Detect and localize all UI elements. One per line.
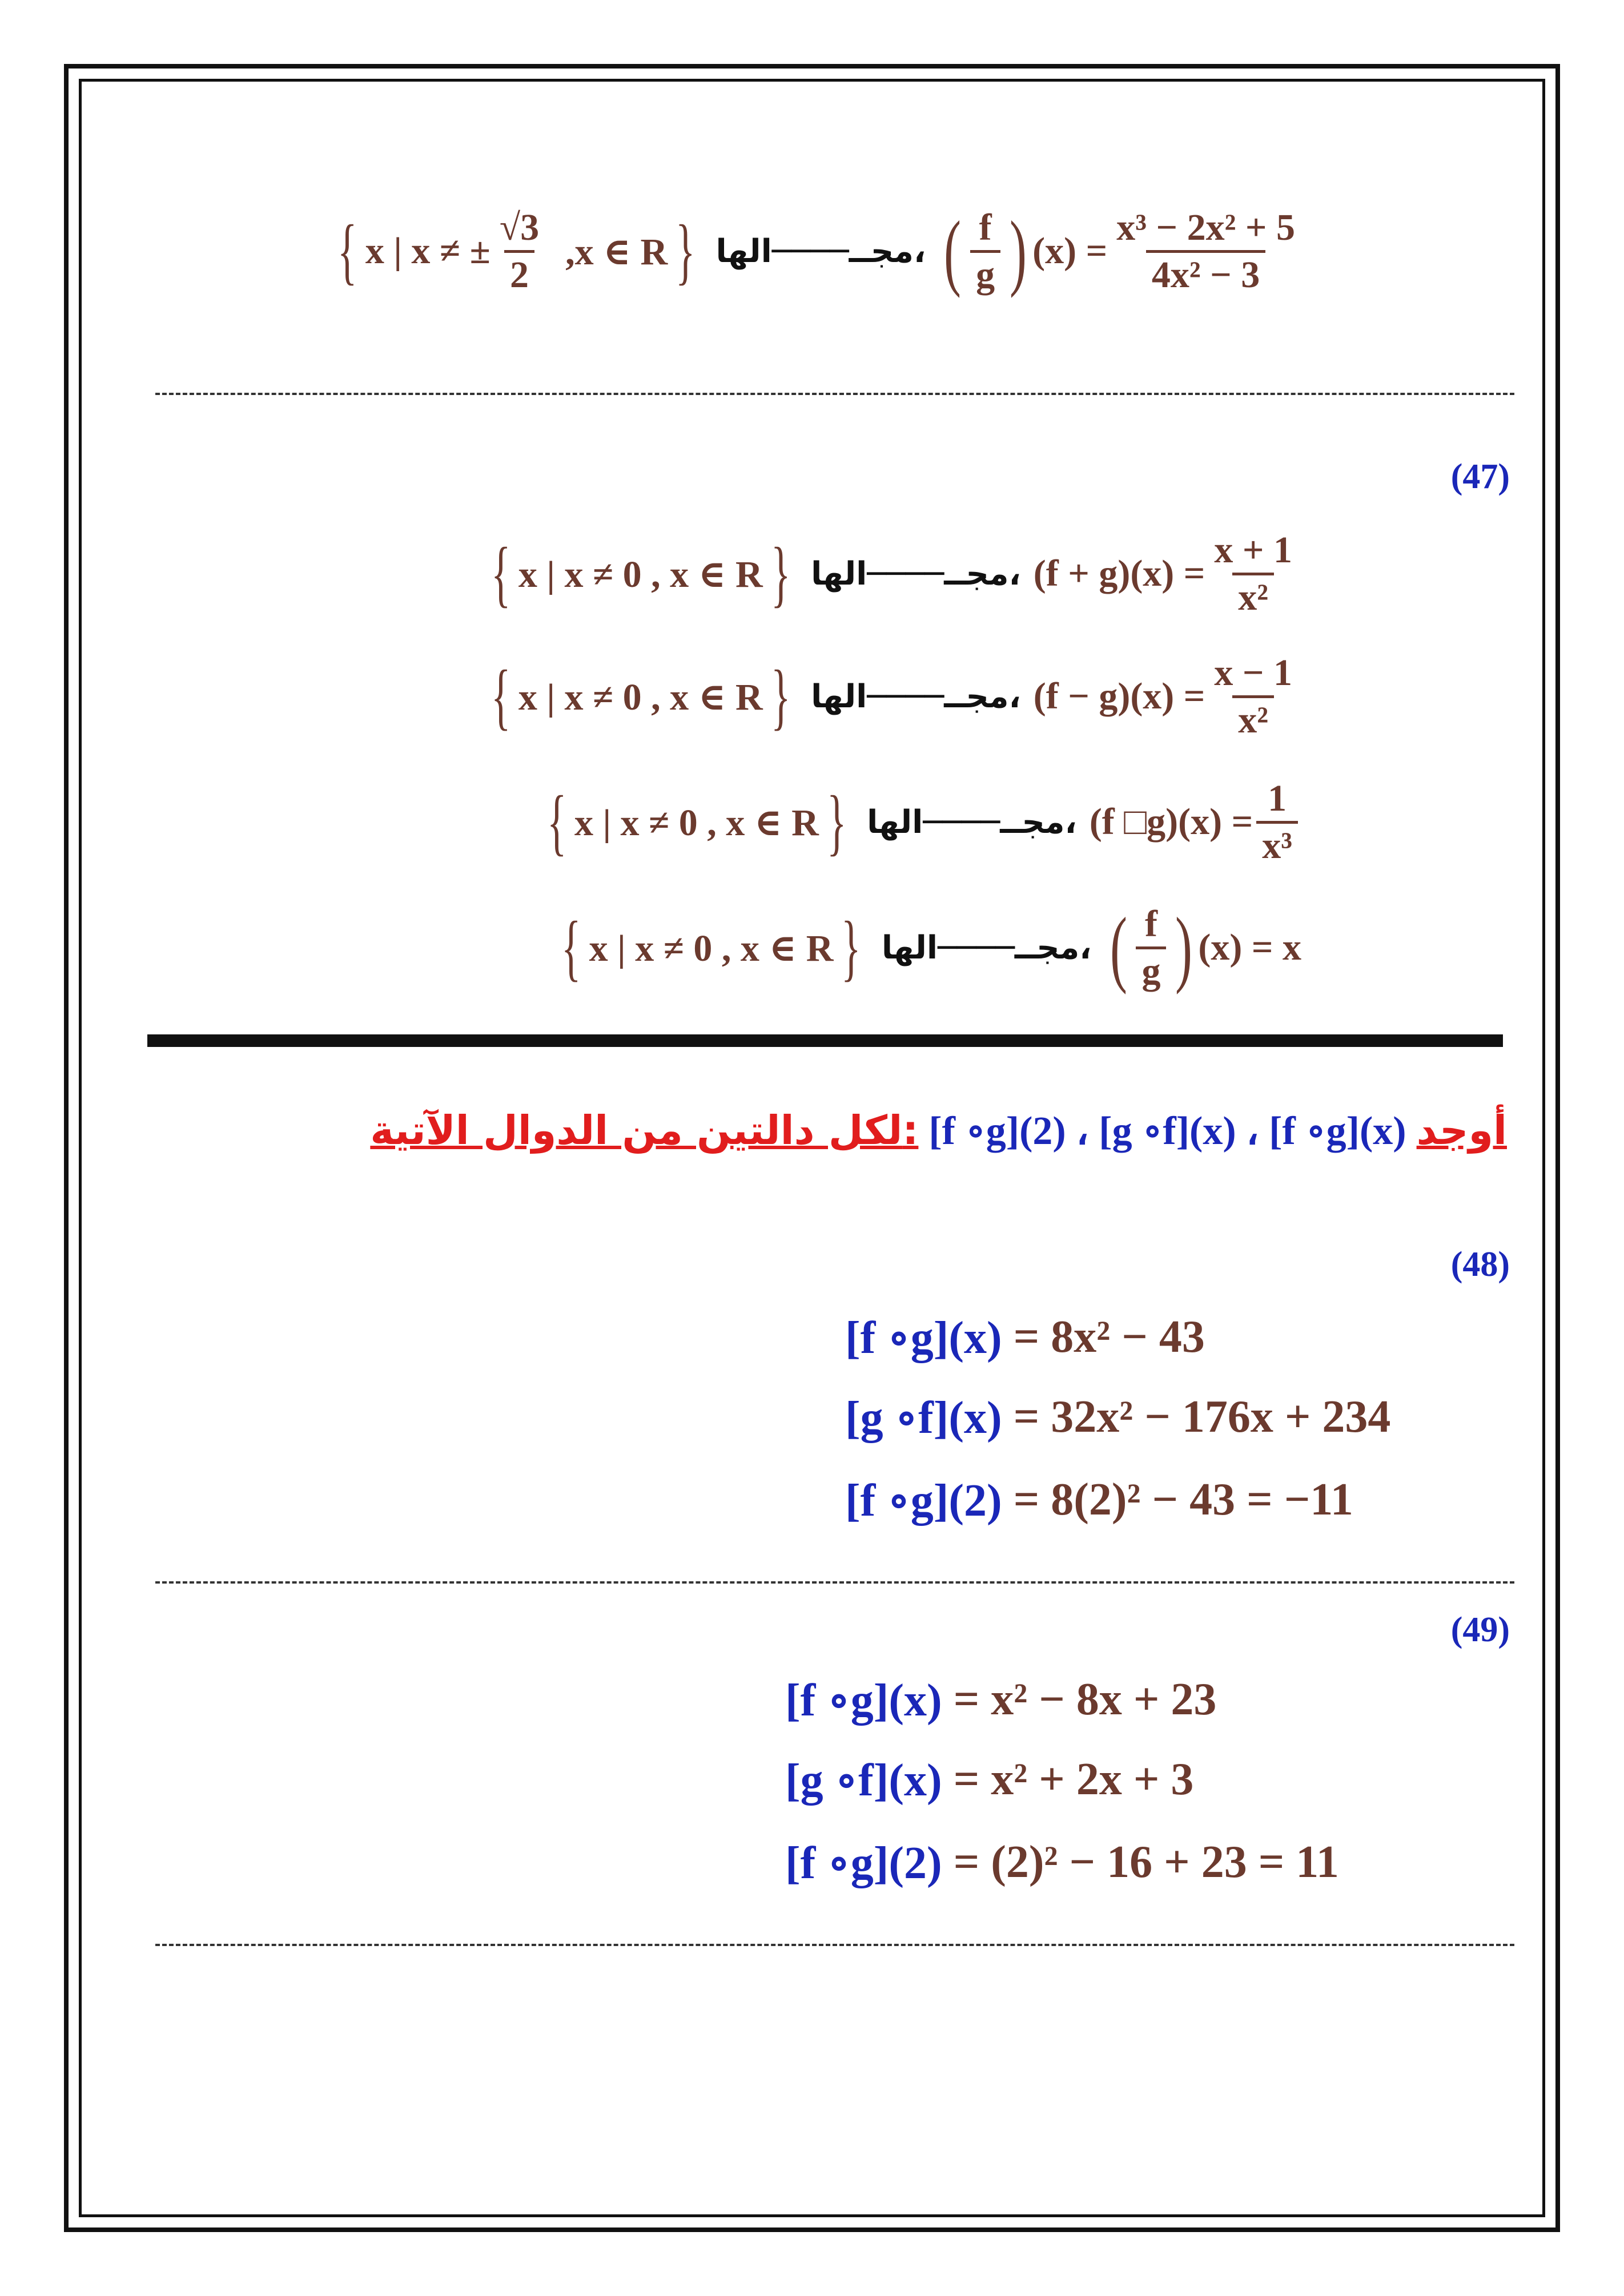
lhs: (x) = — [1032, 230, 1108, 272]
q47-line-3: { x | x ≠ 0 , x ∈ R } الها ──── مجــ ، (f □g)(x) = $\frac{1}{\text{x³}}$ — [539, 782, 1301, 862]
q47-line-2: { x | x ≠ 0 , x ∈ R } الها ──── مجــ ، (f − g)(x) = $\frac{x - 1}{\text{x²}}$ — [491, 651, 1292, 741]
dashed-divider — [155, 1944, 1514, 1946]
section-divider — [147, 1034, 1503, 1047]
set-text: x | x ≠ ± — [365, 230, 491, 272]
domain-label: الها ──── مجــ ، — [715, 232, 926, 270]
sqrt-fraction: $\frac{√3}{2}$ — [499, 206, 540, 296]
rational-expression: $\frac{\text{x³ − 2x² + 5}}{\text{4x² − 3}}$ — [1116, 206, 1295, 296]
q49-line-2: [g ∘f](x) = x² + 2x + 3 — [785, 1754, 1194, 1806]
problem-number-49: (49) — [1450, 1610, 1510, 1649]
q48-line-1: [f ∘g](x) = 8x² − 43 — [845, 1312, 1205, 1363]
fg-quotient-line: { x | x ≠ ± $\frac{√3}{2}$ ,x ∈ R } الها ──── مجــ ، ( $\frac{f}{g}$ ) (x) = $\frac{\text{x³ − 2x² + 5}}{\text{4x² − 3}}$ — [329, 211, 1304, 291]
q49-line-3: [f ∘g](2) = (2)² − 16 + 23 = 11 — [785, 1837, 1339, 1888]
q49-line-1: [f ∘g](x) = x² − 8x + 23 — [785, 1674, 1217, 1726]
set-tail: ,x ∈ R — [565, 231, 668, 273]
q48-line-3: [f ∘g](2) = 8(2)² − 43 = −11 — [845, 1475, 1353, 1526]
heading-find: أوجد — [1416, 1107, 1507, 1154]
heading-compositions: [f ∘g](2) ، [g ∘f](x) ، [f ∘g](x) — [928, 1109, 1406, 1153]
q47-line-4: { x | x ≠ 0 , x ∈ R } الها ──── مجــ ، ( $\frac{f}{g}$ ) (x) = x — [561, 900, 1301, 995]
q48-line-2: [g ∘f](x) = 32x² − 176x + 234 — [845, 1392, 1391, 1443]
dashed-divider — [155, 393, 1514, 395]
heading-rest: لكل دالتين من الدوال الآتية: — [370, 1107, 919, 1154]
problem-number-48: (48) — [1450, 1245, 1510, 1284]
dashed-divider — [155, 1581, 1514, 1584]
q47-line-1: { x | x ≠ 0 , x ∈ R } الها ──── مجــ ، (f + g)(x) = $\frac{x + 1}{\text{x²}}$ — [491, 529, 1292, 618]
instruction-heading — [370, 1099, 1507, 1162]
problem-number-47: (47) — [1450, 457, 1510, 496]
f-over-g: $\frac{f}{g}$ — [970, 209, 1000, 294]
